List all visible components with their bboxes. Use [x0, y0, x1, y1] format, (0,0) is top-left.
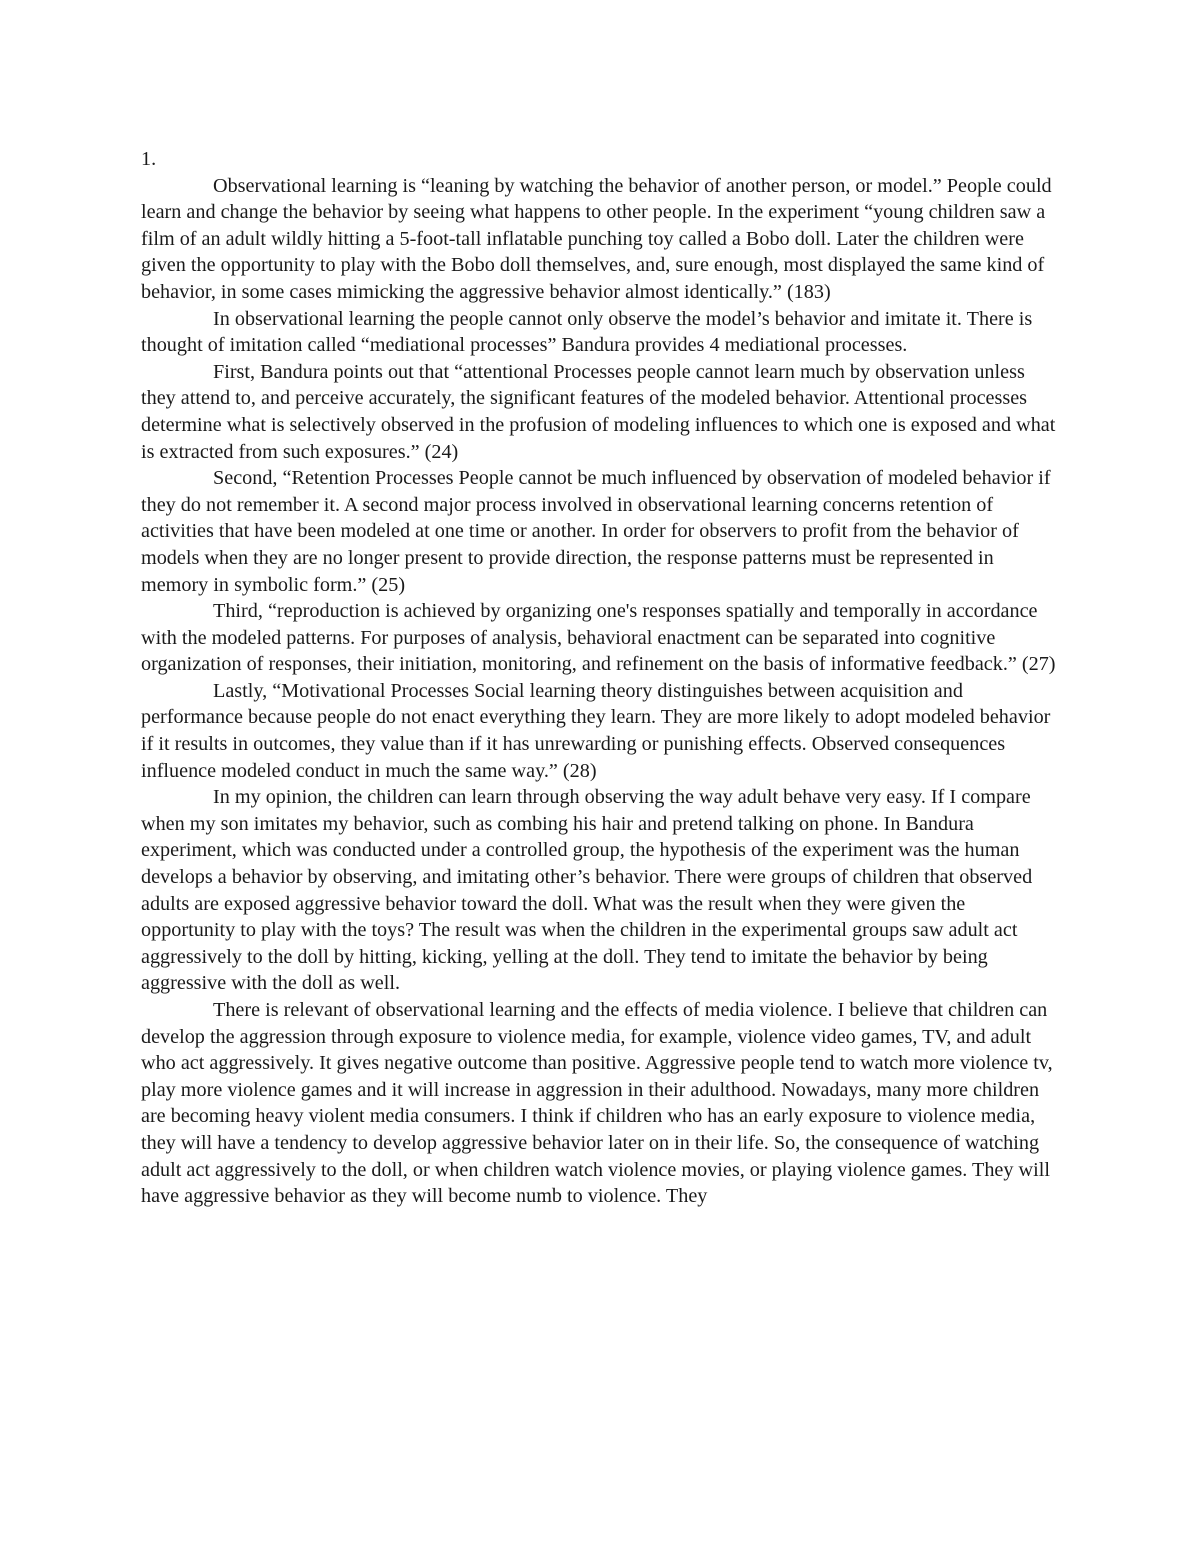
- paragraph-reproduction-processes: Third, “reproduction is achieved by organizing one's responses spatially and temporally in accordance with the modeled patterns. For purposes of analysis, behavioral enactment can be separated into cognitive organization of responses, their initiation, monitoring, and refinement on the basis of informative feedback.” (27): [141, 600, 1056, 676]
- paragraph-mediational-processes: In observational learning the people cannot only observe the model’s behavior and imitate it. There is thought of imitation called “mediational processes” Bandura provides 4 mediational processes.: [141, 307, 1033, 357]
- question-number: 1.: [141, 148, 157, 170]
- paragraph-observational-learning: Observational learning is “leaning by watching the behavior of another person, or model.” People could learn and change the behavior by seeing what happens to other people. In the experiment “young children saw a film of an adult wildly hitting a 5-foot-tall inflatable punching toy called a Bobo doll. Later the children were given the opportunity to play with the Bobo doll themselves, and, sure enough, most displayed the same kind of behavior, in some cases mimicking the aggressive behavior almost identically.” (183): [141, 174, 1052, 303]
- document-body: [141, 146, 1061, 1210]
- paragraph-opinion: In my opinion, the children can learn through observing the way adult behave very easy. If I compare when my son imitates my behavior, such as combing his hair and pretend talking on phone. In Bandura experiment, which was conducted under a controlled group, the hypothesis of the experiment was the human develops a behavior by observing, and imitating other’s behavior. There were groups of children that observed adults are exposed aggressive behavior toward the doll. What was the result when they were given the opportunity to play with the toys? The result was when the children in the experimental groups saw adult act aggressively to the doll by hitting, kicking, yelling at the doll. They tend to imitate the behavior by being aggressive with the doll as well.: [141, 786, 1033, 995]
- paragraph-motivational-processes: Lastly, “Motivational Processes Social learning theory distinguishes between acquisition and performance because people do not enact everything they learn. They are more likely to adopt modeled behavior if it results in outcomes, they value than if it has unrewarding or punishing effects. Observed consequences influence modeled conduct in much the same way.” (28): [141, 679, 1051, 782]
- paragraph-media-violence: There is relevant of observational learning and the effects of media violence. I believe that children can develop the aggression through exposure to violence media, for example, violence video games, TV, and adult who act aggressively. It gives negative outcome than positive. Aggressive people tend to watch more violence tv, play more violence games and it will increase in aggression in their adulthood. Nowadays, many more children are becoming heavy violent media consumers. I think if children who has an early exposure to violence media, they will have a tendency to develop aggressive behavior later on in their life. So, the consequence of watching adult act aggressively to the doll, or when children watch violence movies, or playing violence games. They will have aggressive behavior as they will become numb to violence. They: [141, 999, 1053, 1208]
- paragraph-retention-processes: Second, “Retention Processes People cannot be much influenced by observation of modeled behavior if they do not remember it. A second major process involved in observational learning concerns retention of activities that have been modeled at one time or another. In order for observers to profit from the behavior of models when they are no longer present to provide direction, the response patterns must be represented in memory in symbolic form.” (25): [141, 467, 1051, 596]
- paragraph-attentional-processes: First, Bandura points out that “attentional Processes people cannot learn much by observation unless they attend to, and perceive accurately, the significant features of the modeled behavior. Attentional processes determine what is selectively observed in the profusion of modeling influences to which one is exposed and what is extracted from such exposures.” (24): [141, 360, 1056, 463]
